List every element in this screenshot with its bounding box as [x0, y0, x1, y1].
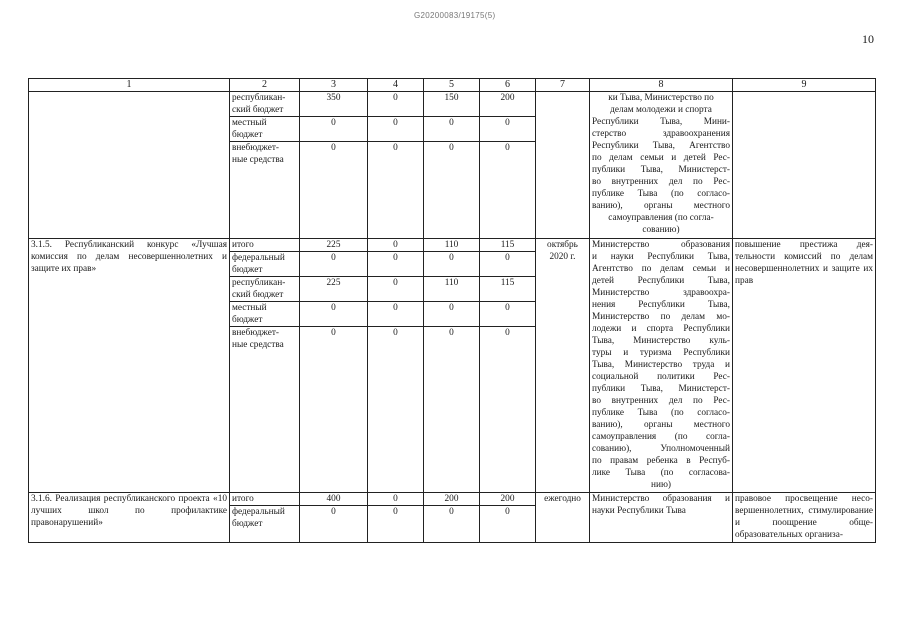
amount-year1: 0: [368, 506, 424, 543]
col-header-5: 5: [424, 79, 480, 92]
col-header-9: 9: [733, 79, 876, 92]
amount-total: 0: [300, 252, 368, 277]
amount-year2: 0: [424, 302, 480, 327]
amount-year2: 0: [424, 327, 480, 493]
amount-year2: 150: [424, 92, 480, 117]
funding-source: республикан- ский бюджет: [230, 277, 300, 302]
amount-total: 0: [300, 302, 368, 327]
executors-cell: ки Тыва, Министерство по делам молодежи и спорта Республики Тыва, Мини- стерство здравоохранения Республики Тыва, Агентство по делам семьи и детей Рес- публики Тыва, Министерст- во внутренних дел по Рес- публике Тыва (по согласо- ванию), органы местного самоуправления (по согла- сованию): [590, 92, 733, 239]
result-cell: повышение престижа деятельности комиссий по делам несовершеннолетних и защите их прав: [733, 239, 876, 493]
amount-year1: 0: [368, 493, 424, 506]
funding-source: итого: [230, 493, 300, 506]
program-table: [28, 78, 876, 543]
amount-total: 0: [300, 142, 368, 239]
amount-total: 0: [300, 327, 368, 493]
table-row: [29, 239, 876, 252]
document-stamp: G20200083/19175(5): [414, 11, 496, 20]
amount-year1: 0: [368, 252, 424, 277]
amount-year3: 0: [480, 117, 536, 142]
amount-year1: 0: [368, 302, 424, 327]
amount-year3: 0: [480, 327, 536, 493]
amount-year3: 115: [480, 277, 536, 302]
page-number: 10: [862, 32, 874, 46]
term-cell: [536, 92, 590, 239]
result-cell: правовое просвещение несовершеннолетних, стимулирование и поощрение общеобразовательных организа-: [733, 493, 876, 543]
col-header-4: 4: [368, 79, 424, 92]
funding-source: федеральный бюджет: [230, 252, 300, 277]
amount-year3: 0: [480, 302, 536, 327]
amount-total: 350: [300, 92, 368, 117]
amount-year2: 0: [424, 506, 480, 543]
amount-year1: 0: [368, 117, 424, 142]
term-cell: ежегодно: [536, 493, 590, 543]
column-number-row: [29, 79, 876, 92]
funding-source: республикан- ский бюджет: [230, 92, 300, 117]
funding-source: итого: [230, 239, 300, 252]
funding-source: федеральный бюджет: [230, 506, 300, 543]
amount-total: 225: [300, 277, 368, 302]
amount-year2: 110: [424, 239, 480, 252]
amount-year2: 0: [424, 117, 480, 142]
col-header-8: 8: [590, 79, 733, 92]
amount-year3: 0: [480, 142, 536, 239]
amount-year1: 0: [368, 92, 424, 117]
executors-cell: Министерство образования и науки Республики Тыва, Агентство по делам семьи и детей Республики Тыва, Министерство здравоохра- нения Республики Тыва, Министерство по делам мо- лодежи и спорта Республики Тыва, Министерство куль- туры и туризма Республики Тыва, Министерство труда и социальной политики Рес- публики Тыва, Министерст- во внутренних дел по Рес- публике Тыва (по согласо- ванию), органы местного самоуправления (по согла- сованию), Уполномоченный по правам ребенка в Респуб- лике Тыва (по согласова- нию): [590, 239, 733, 493]
col-header-3: 3: [300, 79, 368, 92]
funding-source: внебюджет- ные средства: [230, 142, 300, 239]
amount-year2: 200: [424, 493, 480, 506]
funding-source: местный бюджет: [230, 302, 300, 327]
amount-year3: 200: [480, 92, 536, 117]
col-header-7: 7: [536, 79, 590, 92]
amount-total: 225: [300, 239, 368, 252]
term-cell: октябрь 2020 г.: [536, 239, 590, 493]
amount-total: 0: [300, 117, 368, 142]
result-cell: [733, 92, 876, 239]
amount-year1: 0: [368, 239, 424, 252]
funding-source: внебюджет- ные средства: [230, 327, 300, 493]
amount-year3: 115: [480, 239, 536, 252]
col-header-6: 6: [480, 79, 536, 92]
executors-cell: Министерство образования и науки Республики Тыва: [590, 493, 733, 543]
amount-year3: 0: [480, 252, 536, 277]
amount-year2: 0: [424, 142, 480, 239]
amount-year3: 0: [480, 506, 536, 543]
amount-total: 400: [300, 493, 368, 506]
measure-name-cell: 3.1.5. Республиканский конкурс «Лучшая комиссия по делам несовершеннолетних и защите их прав»: [29, 239, 230, 493]
amount-year1: 0: [368, 142, 424, 239]
col-header-2: 2: [230, 79, 300, 92]
table-row: [29, 493, 876, 506]
amount-year3: 200: [480, 493, 536, 506]
col-header-1: 1: [29, 79, 230, 92]
amount-year1: 0: [368, 277, 424, 302]
amount-year2: 110: [424, 277, 480, 302]
amount-year1: 0: [368, 327, 424, 493]
amount-total: 0: [300, 506, 368, 543]
funding-source: местный бюджет: [230, 117, 300, 142]
measure-name-cell: 3.1.6. Реализация республиканского проекта «10 лучших школ по профилактике правонарушений»: [29, 493, 230, 543]
measure-name-cell: [29, 92, 230, 239]
table-row: [29, 92, 876, 117]
amount-year2: 0: [424, 252, 480, 277]
